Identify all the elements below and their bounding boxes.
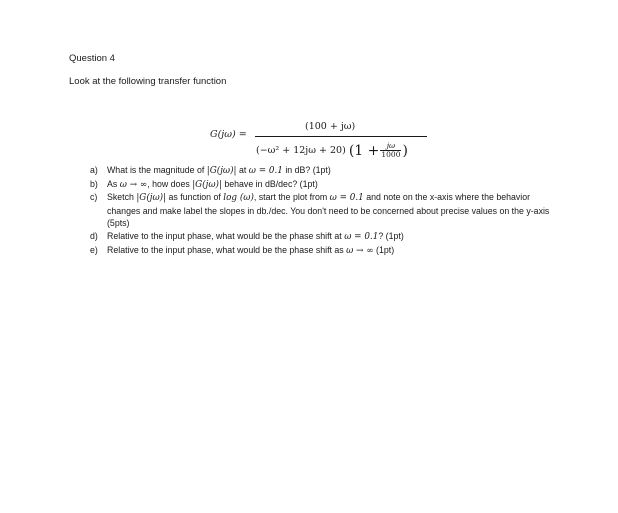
item-text: As	[107, 178, 120, 189]
question-item-e	[90, 244, 560, 258]
item-text: in dB? (1pt)	[282, 165, 331, 175]
inline-math: ω → ∞	[119, 179, 148, 190]
inline-math: |G(jω)|	[206, 166, 237, 176]
item-text: behave in dB/dec? (1pt)	[221, 178, 318, 189]
item-text: (1pt)	[373, 244, 395, 255]
inline-math: ω → ∞	[346, 245, 374, 256]
item-text: , start the plot from	[253, 192, 330, 203]
question-item-a	[90, 164, 560, 178]
formula-lhs: G(jω) =	[210, 129, 247, 140]
item-text: at	[236, 165, 249, 175]
inline-math: |G(jω)|	[136, 193, 167, 204]
denominator-factor-close: )	[402, 143, 408, 159]
small-fraction-bottom: 1000	[381, 150, 401, 159]
item-text: and note on the x-axis where the behavior changes and make label the slopes in db./dec. You don't need to be concerned about precise values on the y-axis (5pts)	[107, 192, 550, 229]
formula-numerator: (100 + jω)	[305, 121, 356, 132]
item-text: What is the magnitude of	[107, 165, 207, 175]
inline-math: log (ω)	[223, 193, 254, 204]
item-text: , how does	[147, 178, 193, 189]
item-text: as function of	[166, 192, 224, 203]
inline-math: |G(jω)|	[192, 179, 222, 190]
fraction-bar	[255, 136, 427, 137]
item-label: e)	[90, 244, 98, 255]
small-fraction-top: jω	[380, 142, 401, 151]
item-text: Sketch	[107, 192, 137, 203]
denominator-factor-open: (1 +	[348, 143, 380, 159]
item-text: ? (1pt)	[378, 230, 404, 241]
inline-math: ω = 0.1	[344, 231, 379, 242]
question-item-d	[90, 230, 560, 244]
inline-math: ω = 0.1	[248, 166, 283, 176]
item-label: d)	[90, 230, 98, 241]
denominator-small-fraction	[380, 142, 401, 159]
question-list	[90, 164, 560, 257]
question-item-c	[90, 191, 560, 230]
item-label: c)	[90, 192, 98, 203]
denominator-main: (−ω² + 12jω + 20)	[256, 145, 346, 156]
question-item-b	[90, 178, 560, 192]
inline-math: ω = 0.1	[329, 193, 364, 204]
item-label: a)	[90, 165, 98, 175]
question-intro: Look at the following transfer function	[69, 76, 227, 87]
formula-denominator	[256, 142, 408, 159]
question-title: Question 4	[69, 53, 115, 64]
item-label: b)	[90, 178, 98, 189]
item-text: Relative to the input phase, what would be the phase shift as	[107, 244, 347, 255]
item-text: Relative to the input phase, what would be the phase shift at	[107, 230, 345, 241]
